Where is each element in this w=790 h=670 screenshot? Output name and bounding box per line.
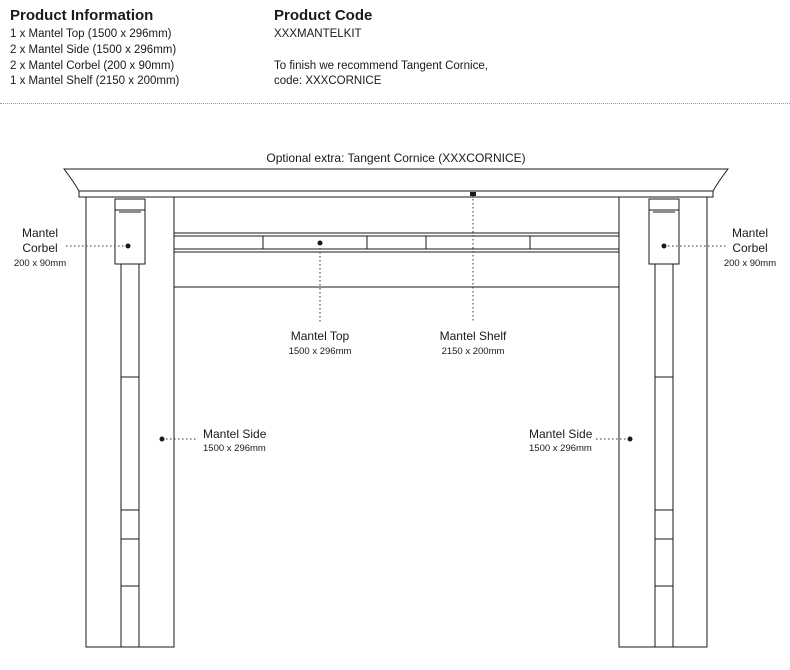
recommendation-line-2: code: XXXCORNICE [274, 75, 382, 87]
mantel-shelf-marker [470, 192, 476, 196]
product-information-heading: Product Information [10, 7, 154, 24]
mantel-top-panel [174, 197, 619, 287]
side-right-label: Mantel Side [529, 427, 593, 441]
left-leg [86, 197, 174, 647]
mantel-shelf-dims: 2150 x 200mm [441, 346, 505, 357]
product-line-3: 2 x Mantel Corbel (200 x 90mm) [10, 60, 175, 72]
product-line-1: 1 x Mantel Top (1500 x 296mm) [10, 28, 172, 40]
corbel-right-label-2: Corbel [732, 241, 768, 255]
side-right-dims: 1500 x 296mm [529, 443, 592, 454]
mantel-shelf-label: Mantel Shelf [439, 329, 507, 343]
side-left-marker [160, 437, 165, 442]
product-code-heading: Product Code [274, 7, 373, 24]
corbel-left-marker [126, 244, 131, 249]
product-line-2: 2 x Mantel Side (1500 x 296mm) [10, 44, 177, 56]
corbel-left-label-2: Corbel [22, 241, 58, 255]
corbel-left-dims: 200 x 90mm [13, 258, 67, 269]
product-code-value: XXXMANTELKIT [274, 28, 362, 40]
corbel-right-marker [662, 244, 667, 249]
right-leg [619, 197, 707, 647]
mantel-top-dims: 1500 x 296mm [288, 346, 352, 357]
corbel-left-label-1: Mantel [21, 226, 59, 240]
corbel-right-label-1: Mantel [731, 226, 769, 240]
recommendation-line-1: To finish we recommend Tangent Cornice, [274, 60, 488, 72]
cornice-shape [64, 169, 728, 197]
mantel-top-label: Mantel Top [290, 329, 350, 343]
cornice-label: Optional extra: Tangent Cornice (XXXCORNICE) [266, 151, 526, 165]
side-left-dims: 1500 x 296mm [203, 443, 266, 454]
corbel-right-dims: 200 x 90mm [723, 258, 777, 269]
side-left-label: Mantel Side [203, 427, 267, 441]
product-line-4: 1 x Mantel Shelf (2150 x 200mm) [10, 75, 180, 87]
mantel-top-marker [318, 241, 323, 246]
side-right-marker [628, 437, 633, 442]
